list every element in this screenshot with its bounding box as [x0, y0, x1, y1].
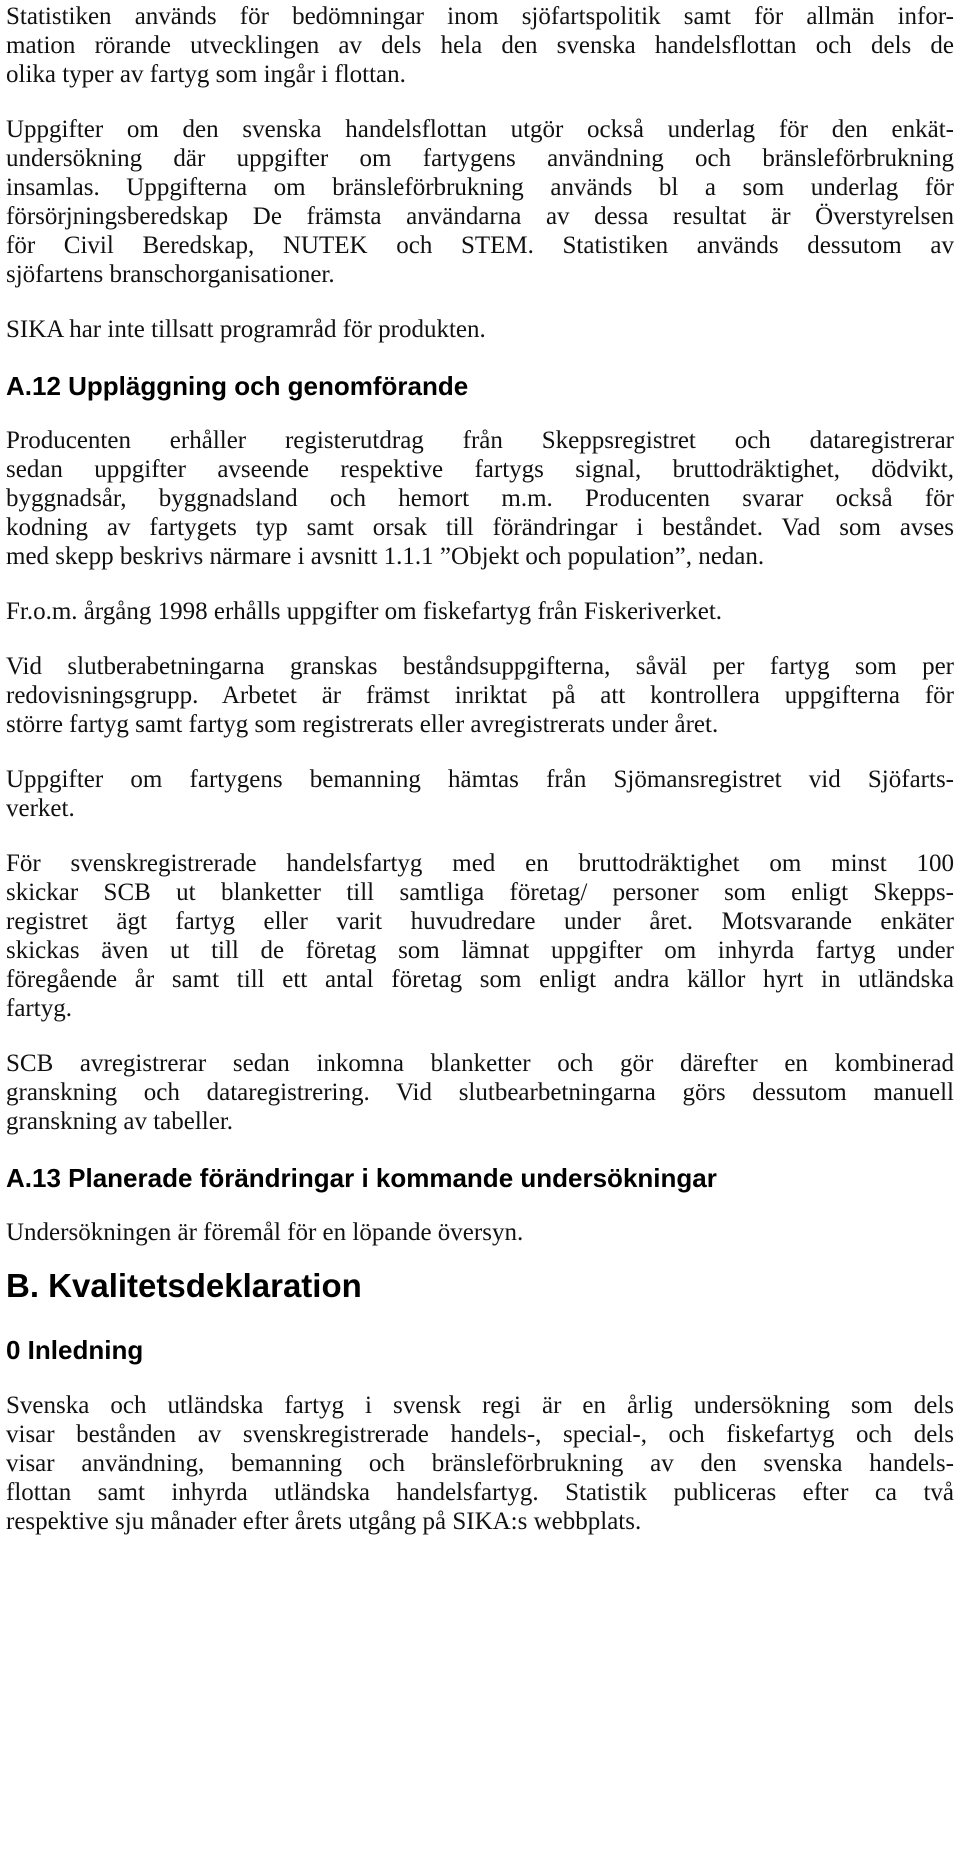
paragraph-line: granskning av tabeller.	[6, 1108, 234, 1135]
section-heading: A.12 Uppläggning och genomförande	[6, 371, 469, 401]
paragraph-line: skickar SCB ut blanketter till samtliga företag/ personer som enligt Skepps-	[6, 879, 954, 906]
section-heading: A.13 Planerade förändringar i kommande undersökningar	[6, 1163, 717, 1193]
paragraph-line: granskning och dataregistrering. Vid slutbearbetningarna görs dessutom manuell	[6, 1079, 954, 1106]
paragraph-line: med skepp beskrivs närmare i avsnitt 1.1.1 ”Objekt och population”, nedan.	[6, 543, 765, 570]
paragraph-line: registret ägt fartyg eller varit huvudredare under året. Motsvarande enkäter	[6, 908, 954, 935]
paragraph-line: Fr.o.m. årgång 1998 erhålls uppgifter om fiskefartyg från Fiskeriverket.	[6, 598, 723, 625]
paragraph-line: skickas även ut till de företag som lämnat uppgifter om inhyrda fartyg under	[6, 937, 954, 964]
section-heading: 0 Inledning	[6, 1335, 144, 1365]
paragraph-line: respektive sju månader efter årets utgång på SIKA:s webbplats.	[6, 1508, 642, 1535]
paragraph-line: Uppgifter om den svenska handelsflottan utgör också underlag för den enkät-	[6, 116, 954, 143]
paragraph-line: försörjningsberedskap De främsta användarna av dessa resultat är Överstyrelsen	[6, 203, 954, 230]
paragraph-line: SCB avregistrerar sedan inkomna blanketter och gör därefter en kombinerad	[6, 1050, 954, 1077]
paragraph-line: verket.	[6, 795, 75, 822]
paragraph-line: sjöfartens branschorganisationer.	[6, 261, 335, 288]
paragraph-line: Undersökningen är föremål för en löpande översyn.	[6, 1219, 524, 1246]
paragraph-line: redovisningsgrupp. Arbetet är främst inriktat på att kontrollera uppgifterna för	[6, 682, 954, 709]
paragraph-line: Svenska och utländska fartyg i svensk regi är en årlig undersökning som dels	[6, 1392, 954, 1419]
paragraph-line: Uppgifter om fartygens bemanning hämtas från Sjömansregistret vid Sjöfarts-	[6, 766, 954, 793]
paragraph-line: Statistiken används för bedömningar inom sjöfartspolitik samt för allmän infor-	[6, 3, 954, 30]
paragraph-line: olika typer av fartyg som ingår i flottan.	[6, 61, 406, 88]
paragraph-line: insamlas. Uppgifterna om bränsleförbrukning används bl a som underlag för	[6, 174, 954, 201]
paragraph-line: SIKA har inte tillsatt programråd för produkten.	[6, 316, 486, 343]
paragraph-line: större fartyg samt fartyg som registrerats eller avregistrerats under året.	[6, 711, 719, 738]
paragraph-line: sedan uppgifter avseende respektive fartygs signal, bruttodräktighet, dödvikt,	[6, 456, 954, 483]
paragraph-line: visar användning, bemanning och bränsleförbrukning av den svenska handels-	[6, 1450, 954, 1477]
paragraph-line: Vid slutberabetningarna granskas beståndsuppgifterna, såväl per fartyg som per	[6, 653, 954, 680]
paragraph-line: kodning av fartygets typ samt orsak till förändringar i beståndet. Vad som avses	[6, 514, 954, 541]
chapter-heading: B. Kvalitetsdeklaration	[6, 1267, 362, 1304]
paragraph-line: Producenten erhåller registerutdrag från Skeppsregistret och dataregistrerar	[6, 427, 954, 454]
paragraph-line: flottan samt inhyrda utländska handelsfartyg. Statistik publiceras efter ca två	[6, 1479, 954, 1506]
paragraph-line: visar bestånden av svenskregistrerade handels-, special-, och fiskefartyg och dels	[6, 1421, 954, 1448]
paragraph-line: undersökning där uppgifter om fartygens användning och bränsleförbrukning	[6, 145, 954, 172]
paragraph-line: För svenskregistrerade handelsfartyg med en bruttodräktighet om minst 100	[6, 850, 954, 877]
paragraph-line: föregående år samt till ett antal företag som enligt andra källor hyrt in utländska	[6, 966, 954, 993]
paragraph-line: för Civil Beredskap, NUTEK och STEM. Statistiken används dessutom av	[6, 232, 954, 259]
paragraph-line: fartyg.	[6, 995, 72, 1022]
paragraph-line: byggnadsår, byggnadsland och hemort m.m. Producenten svarar också för	[6, 485, 954, 512]
paragraph-line: mation rörande utvecklingen av dels hela den svenska handelsflottan och dels de	[6, 32, 954, 59]
